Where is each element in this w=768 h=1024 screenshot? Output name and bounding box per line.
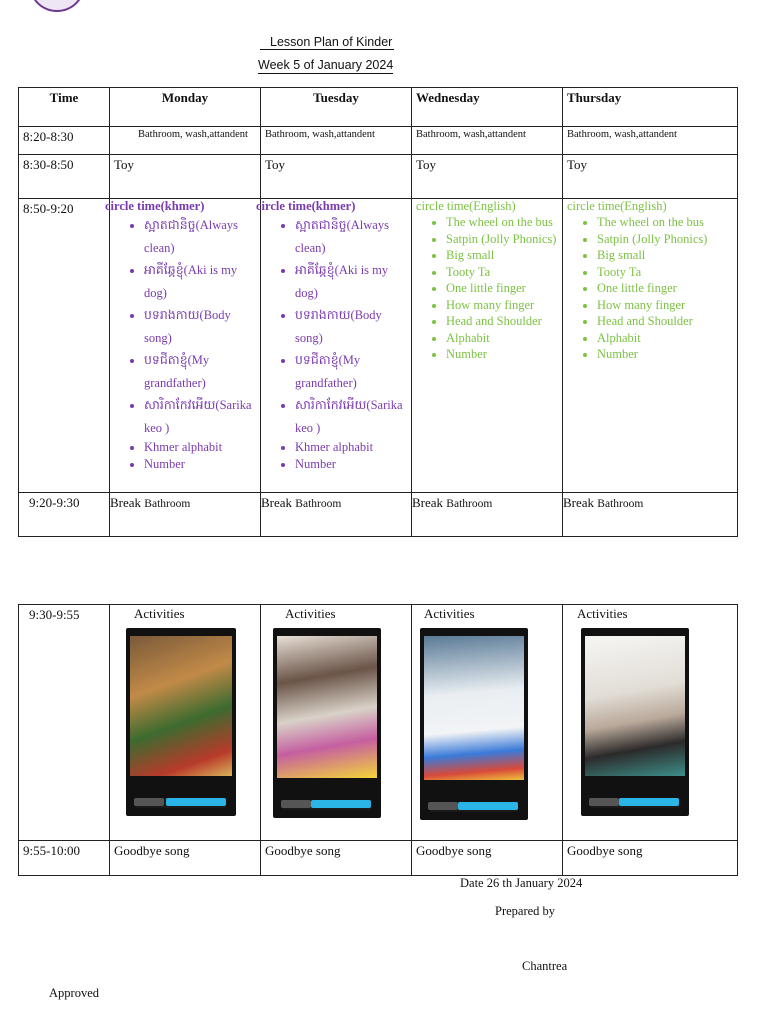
- activity-cell-thu: [563, 605, 738, 841]
- activity-label: Activities: [577, 606, 628, 621]
- cell-mon: Toy: [110, 155, 261, 199]
- cell-tue: Goodbye song: [261, 841, 412, 876]
- list-item: • ស្អាតជានិច្ច(Always clean): [295, 214, 411, 259]
- list-item: • Number: [597, 346, 737, 363]
- list-item: • One little finger: [597, 280, 737, 297]
- list-item: • បទរាងកាយ(Body song): [295, 304, 411, 349]
- list-item: • Number: [144, 456, 260, 473]
- break-label: Break: [261, 495, 293, 510]
- cell-thu: [563, 493, 738, 537]
- cell-tue: Toy: [261, 155, 412, 199]
- list-item: • Big small: [597, 247, 737, 264]
- table-row: [19, 841, 738, 876]
- photo-button-right: [619, 798, 679, 806]
- list-item: • សារិកាកែវអើយ(Sarika keo ): [295, 394, 411, 439]
- activity-label: Activities: [424, 606, 475, 621]
- photo-button-right: [166, 798, 226, 806]
- english-circle-wed: [412, 199, 563, 493]
- list-item: • Satpin (Jolly Phonics): [446, 231, 562, 248]
- col-thursday: Thursday: [563, 88, 738, 127]
- break-label: Break: [110, 495, 142, 510]
- time-cell: 9:30-9:55: [19, 605, 110, 841]
- cell-wed: Goodbye song: [412, 841, 563, 876]
- list-item: • បទរាងកាយ(Body song): [144, 304, 260, 349]
- cell-tue: [261, 493, 412, 537]
- khmer-circle-mon: [105, 199, 261, 493]
- activity-photo: [581, 628, 689, 816]
- list-item: • Alphabit: [446, 330, 562, 347]
- photo-scene: [585, 636, 685, 776]
- khmer-circle-title: circle time(khmer): [105, 199, 205, 213]
- photo-button-left: [589, 798, 619, 806]
- cell-wed: Toy: [412, 155, 563, 199]
- time-cell: 8:30-8:50: [19, 155, 110, 199]
- col-wednesday: Wednesday: [412, 88, 563, 127]
- photo-scene: [277, 636, 377, 778]
- bathroom-label: Bathroom: [144, 498, 191, 510]
- table-row: [19, 493, 738, 537]
- list-item: • Khmer alphabit: [295, 439, 411, 456]
- list-item: • Number: [446, 346, 562, 363]
- preparer-name: Chantrea: [522, 959, 568, 973]
- table-row: [19, 199, 738, 493]
- photo-scene: [424, 636, 524, 780]
- list-item: • ស្អាតជានិច្ច(Always clean): [144, 214, 260, 259]
- col-monday: Monday: [110, 88, 261, 127]
- cell-thu: Goodbye song: [563, 841, 738, 876]
- table-row: [19, 605, 738, 841]
- header-row: [19, 88, 738, 127]
- col-tuesday: Tuesday: [261, 88, 412, 127]
- break-label: Break: [412, 495, 444, 510]
- time-cell: 8:20-8:30: [19, 127, 110, 155]
- activity-photo: [273, 628, 381, 818]
- approved-label: Approved: [49, 986, 99, 1000]
- col-time: Time: [19, 88, 110, 127]
- time-cell: 9:55-10:00: [19, 841, 110, 876]
- date-line: Date 26 th January 2024: [460, 876, 583, 890]
- khmer-circle-tue: [256, 199, 412, 493]
- cell-tue: Bathroom, wash,attandent: [261, 127, 412, 155]
- plan-title: Lesson Plan of Kinder: [260, 35, 394, 50]
- list-item: • បទជីតាខ្ញុំ(My grandfather): [295, 349, 411, 394]
- list-item: • Satpin (Jolly Phonics): [597, 231, 737, 248]
- photo-button-left: [134, 798, 164, 806]
- list-item: • The wheel on the bus: [446, 214, 562, 231]
- list-item: • អាគីឆ្កែខ្ញុំ(Aki is my dog): [295, 259, 411, 304]
- bathroom-label: Bathroom: [295, 498, 342, 510]
- cell-thu: Bathroom, wash,attandent: [563, 127, 738, 155]
- table-row: [19, 127, 738, 155]
- khmer-circle-title: circle time(khmer): [256, 199, 356, 213]
- list-item: • សារិកាកែវអើយ(Sarika keo ): [144, 394, 260, 439]
- khmer-song-list: [110, 214, 260, 473]
- english-circle-title: circle time(English): [567, 199, 667, 213]
- list-item: • Tooty Ta: [446, 264, 562, 281]
- activity-label: Activities: [134, 606, 185, 621]
- english-circle-thu: [563, 199, 738, 493]
- table-row: [19, 155, 738, 199]
- list-item: • Head and Shoulder: [597, 313, 737, 330]
- english-circle-title: circle time(English): [416, 199, 516, 213]
- list-item: • How many finger: [597, 297, 737, 314]
- list-item: • Head and Shoulder: [446, 313, 562, 330]
- list-item: • How many finger: [446, 297, 562, 314]
- activity-cell-tue: [261, 605, 412, 841]
- list-item: • The wheel on the bus: [597, 214, 737, 231]
- khmer-song-list: [261, 214, 411, 473]
- photo-button-right: [311, 800, 371, 808]
- cell-thu: Toy: [563, 155, 738, 199]
- bathroom-label: Bathroom: [597, 498, 644, 510]
- time-cell: 9:20-9:30: [19, 493, 110, 537]
- cell-mon: Goodbye song: [110, 841, 261, 876]
- list-item: • Khmer alphabit: [144, 439, 260, 456]
- cell-mon: Bathroom, wash,attandent: [110, 127, 261, 155]
- english-song-list: [412, 214, 562, 363]
- prepared-by: Prepared by: [495, 904, 556, 918]
- list-item: • អាគីឆ្កែខ្ញុំ(Aki is my dog): [144, 259, 260, 304]
- list-item: • One little finger: [446, 280, 562, 297]
- cell-mon: [110, 493, 261, 537]
- activity-label: Activities: [285, 606, 336, 621]
- list-item: • Number: [295, 456, 411, 473]
- activity-cell-mon: [110, 605, 261, 841]
- list-item: • Big small: [446, 247, 562, 264]
- schedule-table: [18, 87, 738, 537]
- cell-wed: Bathroom, wash,attandent: [412, 127, 563, 155]
- break-label: Break: [563, 495, 595, 510]
- photo-button-left: [281, 800, 311, 808]
- english-song-list: [563, 214, 737, 363]
- activities-table: [18, 604, 738, 876]
- photo-scene: [130, 636, 232, 776]
- photo-button-left: [428, 802, 458, 810]
- activity-photo: [126, 628, 236, 816]
- cell-wed: [412, 493, 563, 537]
- activity-cell-wed: [412, 605, 563, 841]
- week-title: Week 5 of January 2024: [258, 58, 394, 72]
- list-item: • Tooty Ta: [597, 264, 737, 281]
- list-item: • បទជីតាខ្ញុំ(My grandfather): [144, 349, 260, 394]
- activity-photo: [420, 628, 528, 820]
- time-cell: 8:50-9:20: [19, 199, 110, 493]
- school-logo: [30, 0, 84, 12]
- bathroom-label: Bathroom: [446, 498, 493, 510]
- photo-button-right: [458, 802, 518, 810]
- list-item: • Alphabit: [597, 330, 737, 347]
